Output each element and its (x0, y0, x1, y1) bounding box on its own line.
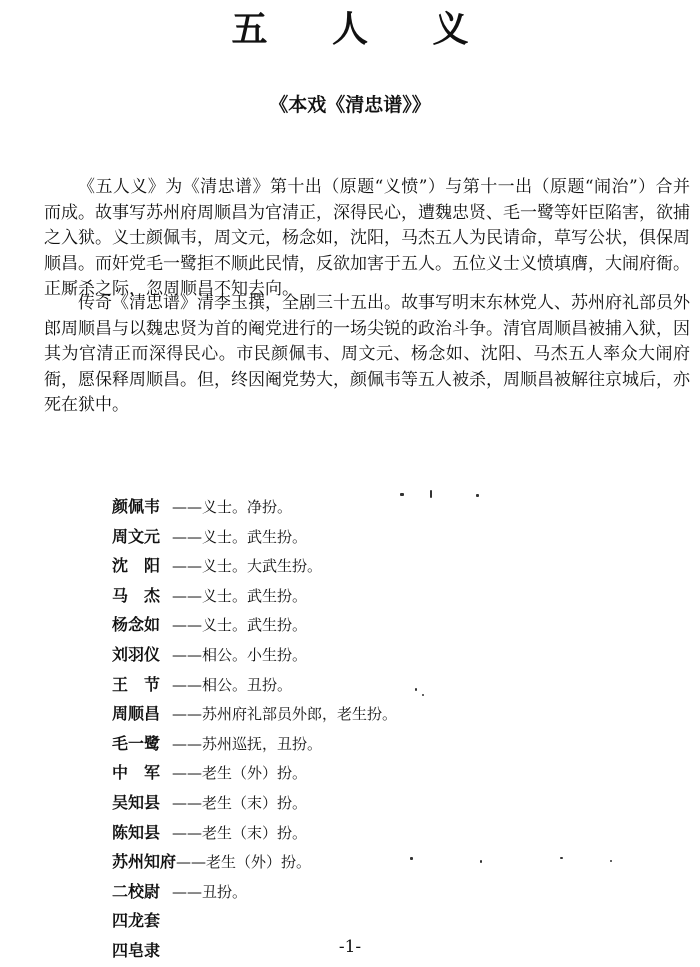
scan-speck (560, 857, 563, 859)
cast-row (112, 818, 672, 848)
scan-speck (410, 857, 413, 860)
scan-speck (422, 694, 424, 696)
scan-speck (476, 494, 479, 497)
page-number: -1- (338, 937, 362, 957)
cast-description: ——相公。丑扮。 (172, 675, 293, 694)
cast-description: ——丑扮。 (172, 882, 248, 901)
cast-name: 中 军 (112, 763, 161, 783)
cast-name: 刘羽仪 (112, 644, 161, 664)
cast-name: 周文元 (112, 526, 161, 546)
scan-speck (400, 493, 404, 496)
cast-description: ——苏州府礼部员外郎，老生扮。 (172, 705, 398, 724)
cast-name: 马 杰 (112, 585, 161, 605)
scan-speck (430, 490, 432, 498)
cast-name: 吴知县 (112, 792, 161, 812)
cast-description: ——义士。净扮。 (172, 498, 293, 516)
cast-row (112, 670, 672, 700)
cast-name: 苏州知府 (112, 852, 177, 872)
cast-description: ——老生（末）扮。 (172, 793, 308, 812)
cast-description: ——老生（外）扮。 (172, 764, 308, 783)
scan-speck (610, 860, 612, 862)
intro-paragraph-1: 《五人义》为《清忠谱》第十出（原题“义愤”）与第十一出（原题“闹治”）合并而成。故事写苏州府周顺昌为官清正，深得民心，遭魏忠贤、毛一鹭等奸臣陷害，欲捕之入狱。义士颜佩韦，周文元，杨念如，沈阳，马杰五人为民请命，草写公状，俱保周顺昌。而奸党毛一鹭拒不顺此民情，反欲加害于五人。五位义士义愤填膺，大闹府衙。正厮杀之际，忽周顺昌不知去向。 (44, 177, 690, 299)
cast-row (112, 610, 672, 640)
cast-description: ——义士。武生扮。 (172, 586, 308, 605)
cast-list (112, 492, 672, 966)
scan-speck (480, 860, 482, 863)
cast-row (112, 581, 672, 611)
cast-description: ——义士。武生扮。 (172, 527, 308, 546)
cast-row (112, 551, 672, 581)
page-title: 五 人 义 (231, 9, 495, 50)
cast-name: 陈知县 (112, 822, 161, 842)
cast-row (112, 699, 672, 729)
cast-name: 周顺昌 (112, 704, 161, 724)
cast-name: 四皂隶 (112, 940, 161, 960)
scan-speck (415, 688, 417, 691)
cast-description: ——苏州巡抚，丑扮。 (172, 734, 323, 753)
cast-row (112, 729, 672, 759)
cast-row (112, 877, 672, 907)
cast-row (112, 788, 672, 818)
cast-name: 毛一鹭 (112, 733, 161, 753)
cast-row (112, 847, 672, 877)
cast-row (112, 758, 672, 788)
cast-row (112, 906, 672, 936)
cast-name: 杨念如 (112, 615, 161, 635)
cast-row (112, 492, 672, 522)
cast-name: 四龙套 (112, 911, 161, 931)
cast-name: 王 节 (112, 674, 161, 694)
intro-paragraph-2: 传奇《清忠谱》清李玉撰，全剧三十五出。故事写明末东林党人、苏州府礼部员外郎周顺昌与以魏忠贤为首的阉党进行的一场尖锐的政治斗争。清官周顺昌被捕入狱，因其为官清正而深得民心。市民颜佩韦、周文元、杨念如、沈阳、马杰五人率众大闹府衙，愿保释周顺昌。但，终因阉党势大，颜佩韦等五人被杀，周顺昌被解往京城后，亦死在狱中。 (44, 293, 690, 415)
cast-name: 颜佩韦 (112, 497, 161, 516)
cast-row (112, 522, 672, 552)
cast-description: ——老生（外）扮。 (176, 853, 312, 872)
cast-name: 二校尉 (112, 881, 161, 901)
cast-description: ——义士。大武生扮。 (172, 557, 323, 576)
cast-description: ——老生（末）扮。 (172, 823, 308, 842)
cast-description: ——义士。武生扮。 (172, 616, 308, 635)
cast-name: 沈 阳 (112, 556, 161, 576)
cast-row (112, 640, 672, 670)
cast-description: ——相公。小生扮。 (172, 645, 308, 664)
page-subtitle: 《本戏《清忠谱》》 (269, 94, 431, 116)
